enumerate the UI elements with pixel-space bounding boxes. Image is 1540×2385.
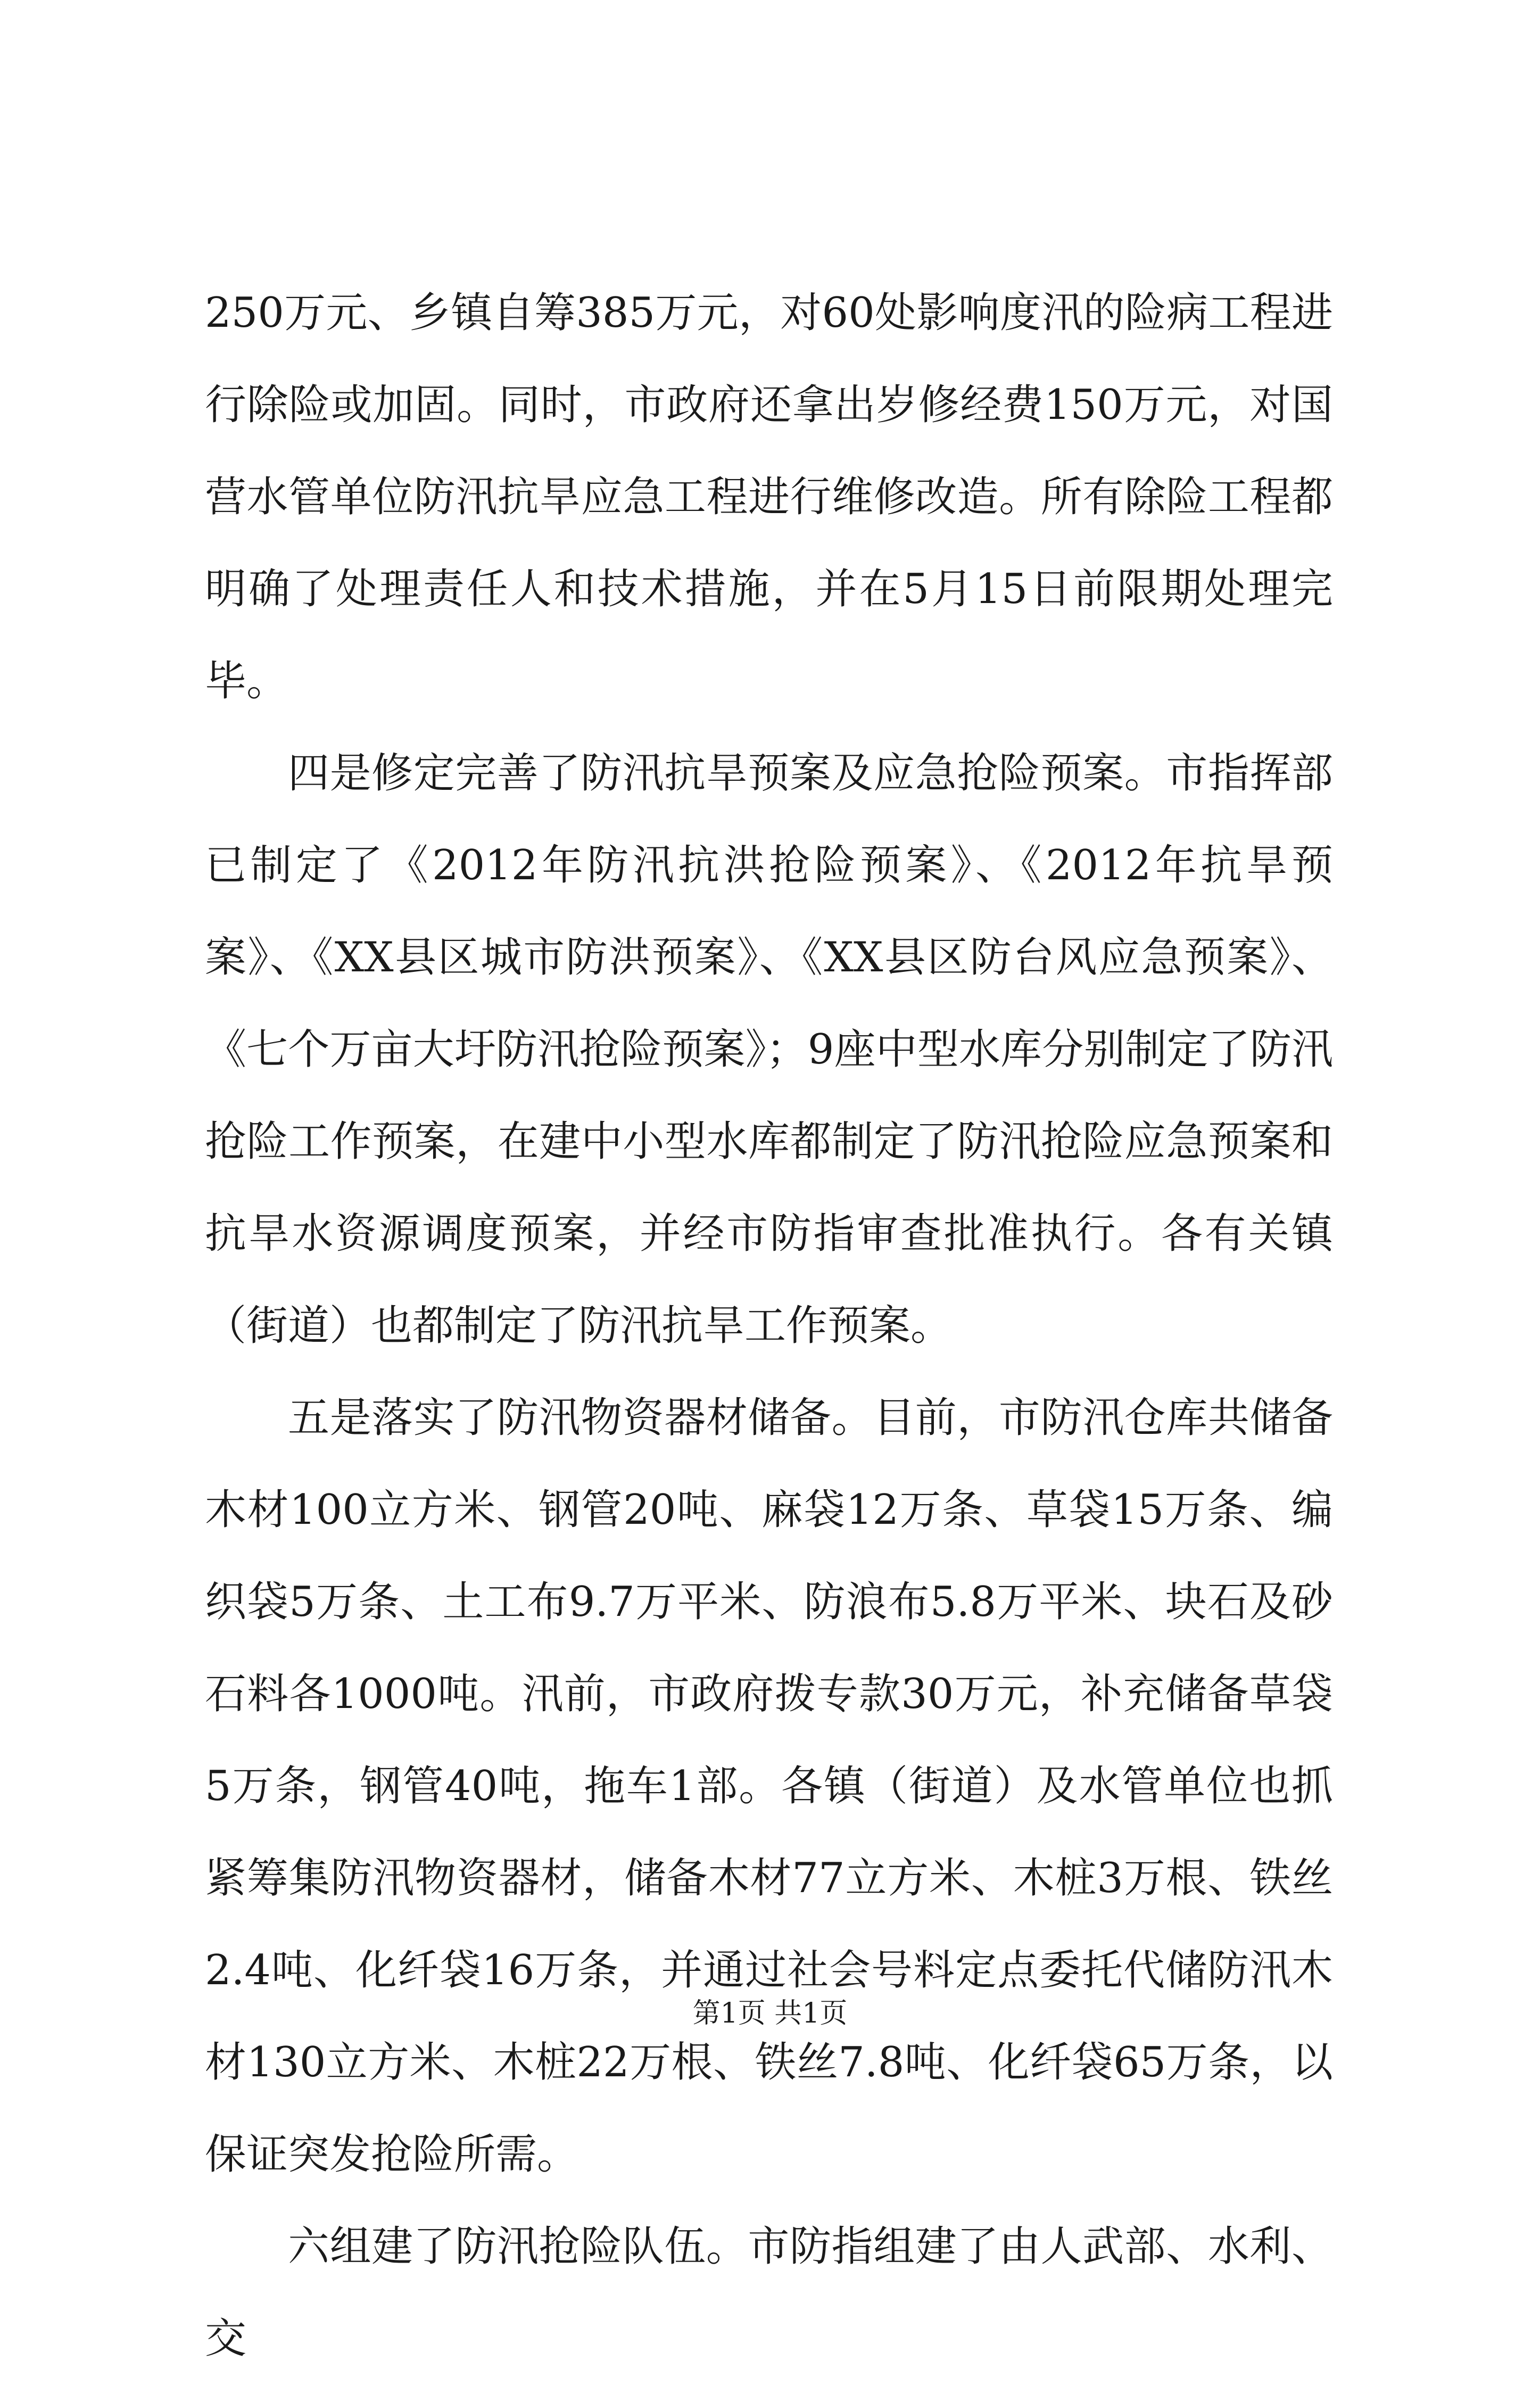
document-body	[205, 267, 1333, 2385]
paragraph-flood-plans: 四是修定完善了防汛抗旱预案及应急抢险预案。市指挥部已制定了《2012年防汛抗洪抢险预案》、《2012年抗旱预案》、《XX县区城市防洪预案》、《XX县区防台风应急预案》、《七个万亩大圩防汛抢险预案》；9座中型水库分别制定了防汛抢险工作预案，在建中小型水库都制定了防汛抢险应急预案和抗旱水资源调度预案，并经市防指审查批准执行。各有关镇（街道）也都制定了防汛抗旱工作预案。	[205, 749, 1333, 1350]
paragraph-material-reserves: 五是落实了防汛物资器材储备。目前，市防汛仓库共储备木材100立方米、钢管20吨、麻袋12万条、草袋15万条、编织袋5万条、土工布9.7万平米、防浪布5.8万平米、块石及砂石料各1000吨。汛前，市政府拨专款30万元，补充储备草袋5万条，钢管40吨，拖车1部。各镇（街道）及水管单位也抓紧筹集防汛物资器材，储备木材77立方米、木桩3万根、铁丝2.4吨、化纤袋16万条，并通过社会号料定点委托代储防汛木材130立方米、木桩22万根、铁丝7.8吨、化纤袋65万条，以保证突发抢险所需。	[205, 1394, 1333, 2178]
page-footer: 第1页 共1页	[692, 1998, 848, 2029]
paragraph-continuation: 250万元、乡镇自筹385万元，对60处影响度汛的险病工程进行除险或加固。同时，市政府还拿出岁修经费150万元，对国营水管单位防汛抗旱应急工程进行维修改造。所有除险工程都明确了处理责任人和技术措施，并在5月15日前限期处理完毕。	[205, 289, 1333, 705]
paragraph-rescue-teams: 六组建了防汛抢险队伍。市防指组建了由人武部、水利、交	[205, 2223, 1333, 2363]
